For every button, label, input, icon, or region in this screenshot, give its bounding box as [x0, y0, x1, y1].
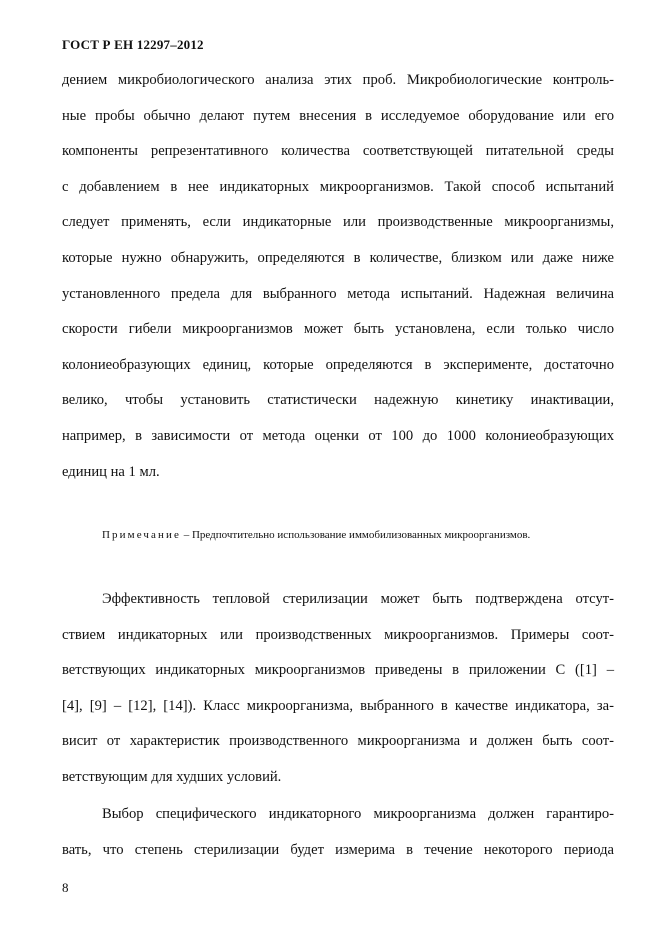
document-code-header: ГОСТ Р ЕН 12297–2012	[62, 37, 204, 52]
text-line: например, в зависимости от метода оценки от 100 до 1000 колониеобразующих	[62, 427, 614, 444]
text-line: [4], [9] – [12], [14]). Класс микроорганизма, выбранного в качестве индикатора, за-	[62, 697, 614, 714]
text-line: следует применять, если индикаторные или производственные микроорганизмы,	[62, 214, 614, 231]
note	[102, 529, 622, 541]
note-label: Примечание	[102, 529, 181, 541]
text-line: ветствующих индикаторных микроорганизмов приведены в приложении С ([1] –	[62, 662, 614, 679]
text-line: единиц на 1 мл.	[62, 463, 160, 480]
page-number: 8	[62, 880, 69, 895]
text-line: установленного предела для выбранного метода испытаний. Надежная величина	[62, 285, 614, 302]
paragraph-3	[62, 797, 614, 868]
text-line: компоненты репрезентативного количества соответствующей питательной среды	[62, 143, 614, 160]
paragraph-2	[62, 582, 614, 796]
text-line: ные пробы обычно делают путем внесения в исследуемое оборудование или его	[62, 107, 614, 124]
paragraph-1	[62, 63, 614, 490]
text-line: Выбор специфического индикаторного микроорганизма должен гарантиро-	[102, 806, 614, 822]
text-line: с добавлением в нее индикаторных микроорганизмов. Такой способ испытаний	[62, 178, 614, 195]
text-line: Эффективность тепловой стерилизации может быть подтверждена отсут-	[102, 591, 614, 607]
text-line: висит от характеристик производственного микроорганизма и должен быть соот-	[62, 733, 614, 750]
text-line: ветствующим для худших условий.	[62, 768, 282, 785]
text-line: колониеобразующих единиц, которые определяются в эксперименте, достаточно	[62, 356, 614, 373]
text-line: которые нужно обнаружить, определяются в количестве, близком или даже ниже	[62, 249, 614, 266]
note-text: – Предпочтительно использование иммобилизованных микроорганизмов.	[180, 529, 531, 541]
text-line: дением микробиологического анализа этих проб. Микробиологические контроль-	[62, 72, 614, 88]
text-line: скорости гибели микроорганизмов может быть установлена, если только число	[62, 321, 614, 338]
text-line: вать, что степень стерилизации будет измерима в течение некоторого периода	[62, 841, 614, 858]
text-line: ствием индикаторных или производственных микроорганизмов. Примеры соот-	[62, 626, 614, 643]
text-line: велико, чтобы установить статистически надежную кинетику инактивации,	[62, 392, 614, 409]
